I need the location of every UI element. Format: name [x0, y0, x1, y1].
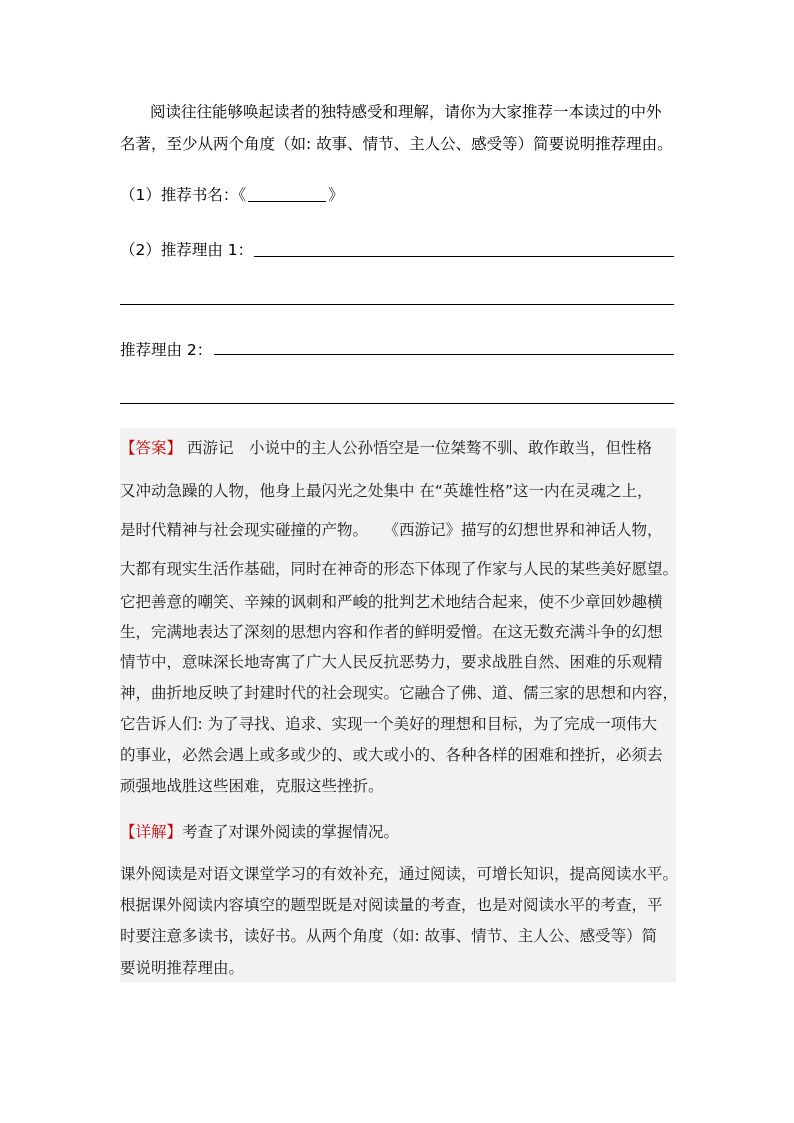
detail-line-5: 要说明推荐理由。	[120, 959, 245, 977]
answer-line-6: 生，完满地表达了深刻的思想内容和作者的鲜明爱憎。在这无数充满斗争的幻想	[120, 623, 663, 641]
answer-line-8: 神，曲折地反映了封建时代的社会现实。它融合了佛、道、儒三家的思想和内容，	[120, 684, 679, 702]
reason-2-line-2	[120, 403, 674, 404]
question-line-1: 阅读往往能够唤起读者的独特感受和理解，请你为大家推荐一本读过的中外	[150, 103, 662, 121]
answer-line-7: 情节中，意味深长地寄寓了广大人民反抗恶势力，要求战胜自然、困难的乐观精	[120, 653, 663, 671]
detail-line-3: 根据课外阅读内容填空的题型既是对阅读量的考查，也是对阅读水平的考查，平	[120, 896, 663, 914]
answer-line-11: 顽强地战胜这些困难，克服这些挫折。	[120, 777, 384, 795]
item-reason-2-label: 推荐理由 2：	[120, 341, 213, 359]
answer-line-4: 大都有现实生活作基础，同时在神奇的形态下体现了作家与人民的某些美好愿望。	[120, 560, 679, 578]
book-title-blank	[248, 185, 326, 202]
item1-suffix: 》	[328, 186, 344, 204]
answer-line-2: 又冲动急躁的人物，他身上最闪光之处集中 在“英雄性格”这一内在灵魂之上，	[120, 482, 653, 500]
item-book-title	[120, 183, 675, 207]
reason-2-line	[214, 354, 674, 355]
detail-line-2: 课外阅读是对语文课堂学习的有效补充，通过阅读，可增长知识，提高阅读水平。	[120, 865, 679, 883]
answer-tag: 【答案】	[120, 439, 183, 457]
detail-tag: 【详解】	[120, 823, 183, 841]
answer-line-5: 它把善意的嘲笑、辛辣的讽刺和严峻的批判艺术地结合起来，使不少章回妙趣横	[120, 593, 663, 611]
answer-line-3: 是时代精神与社会现实碰撞的产物。 《西游记》描写的幻想世界和神话人物，	[120, 521, 663, 539]
answer-line-10: 的事业，必然会遇上或多或少的、或大或小的、各种各样的困难和挫折，必须去	[120, 746, 663, 764]
question-line-2: 名著，至少从两个角度（如: 故事、情节、主人公、感受等）简要说明推荐理由。	[120, 135, 673, 153]
answer-line-1: 【答案】 西游记 小说中的主人公孙悟空是一位桀骜不驯、敢作敢当，但性格	[120, 439, 652, 457]
detail-line-4: 时要注意多读书，读好书。从两个角度（如: 故事、情节、主人公、感受等）简	[120, 927, 658, 945]
answer-line-9: 它告诉人们: 为了寻找、追求、实现一个美好的理想和目标，为了完成一项伟大	[120, 715, 658, 733]
reason-1-line	[254, 256, 674, 257]
detail-line-1: 【详解】考查了对课外阅读的掌握情况。	[120, 823, 400, 841]
item1-prefix: （1）推荐书名：《	[120, 186, 247, 204]
item-reason-1-label: （2）推荐理由 1：	[120, 241, 254, 259]
reason-1-line-2	[120, 304, 674, 305]
